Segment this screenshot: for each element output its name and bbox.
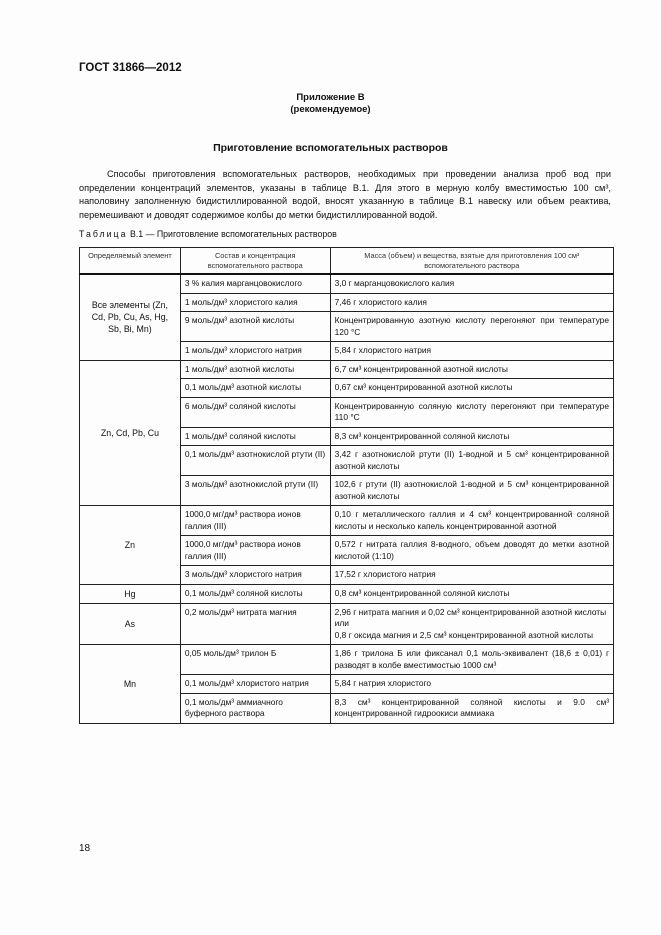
solution-cell: 0,1 моль/дм³ хлористого натрия <box>180 675 330 694</box>
element-cell: Hg <box>80 584 181 603</box>
table-caption-prefix: Таблица <box>79 229 128 239</box>
preparation-cell: 17,52 г хлористого натрия <box>330 566 613 585</box>
solution-cell: 0,1 моль/дм³ азотной кислоты <box>180 379 330 398</box>
table-caption <box>79 229 337 239</box>
preparation-cell: Концентрированную азотную кислоту перегоняют при температуре 120 °C <box>330 312 613 342</box>
header-preparation: Масса (объем) и вещества, взятые для приготовления 100 см³ вспомогательного раствора <box>330 248 613 275</box>
solutions-table <box>79 247 614 724</box>
solution-cell: 0,1 моль/дм³ азотнокислой ртути (II) <box>180 446 330 476</box>
table-row <box>80 645 614 675</box>
preparation-cell: 2,96 г нитрата магния и 0,02 см³ концентрированной азотной кислоты или 0,8 г оксида магния и 2,5 см³ концентрированной азотной кислоты <box>330 603 613 645</box>
preparation-cell: 7,46 г хлористого калия <box>330 293 613 312</box>
section-title: Приготовление вспомогательных растворов <box>213 142 448 154</box>
solution-cell: 1000,0 мг/дм³ раствора ионов галлия (III) <box>180 536 330 566</box>
annex-title: Приложение В <box>296 92 365 103</box>
page-number: 18 <box>79 843 91 854</box>
preparation-cell: 102,6 г ртути (II) азотнокислой 1-водной и 5 см³ концентрированной азотной кислоты <box>330 476 613 506</box>
solution-cell: 3 моль/дм³ хлористого натрия <box>180 566 330 585</box>
preparation-cell: 0,572 г нитрата галлия 8-водного, объем доводят до метки азотной кислотой (1:10) <box>330 536 613 566</box>
header-solution: Состав и концентрация вспомогательного раствора <box>180 248 330 275</box>
table-row <box>80 274 614 293</box>
annex-subtitle: (рекомендуемое) <box>290 104 371 115</box>
table-body <box>80 274 614 723</box>
solution-cell: 0,2 моль/дм³ нитрата магния <box>180 603 330 645</box>
preparation-cell: 0,67 см³ концентрированной азотной кислоты <box>330 379 613 398</box>
preparation-cell: 3,42 г азотнокислой ртути (II) 1-водной и 5 см³ концентрированной азотной кислоты <box>330 446 613 476</box>
solution-cell: 1 моль/дм³ хлористого калия <box>180 293 330 312</box>
solution-cell: 9 моль/дм³ азотной кислоты <box>180 312 330 342</box>
solution-cell: 3 % калия марганцовокислого <box>180 274 330 293</box>
solution-cell: 1 моль/дм³ соляной кислоты <box>180 427 330 446</box>
preparation-cell: 8,3 см³ концентрированной соляной кислоты и 9.0 см³ концентрированной гидроокиси аммиака <box>330 693 613 723</box>
preparation-cell: 0,8 см³ концентрированной соляной кислоты <box>330 584 613 603</box>
preparation-cell: 5,84 г хлористого натрия <box>330 342 613 361</box>
element-cell: Zn <box>80 506 181 585</box>
preparation-cell: 8,3 см³ концентрированной соляной кислоты <box>330 427 613 446</box>
element-cell: Zn, Cd, Pb, Cu <box>80 360 181 506</box>
solution-cell: 1 моль/дм³ хлористого натрия <box>180 342 330 361</box>
preparation-cell: 1,86 г трилона Б или фиксанал 0,1 моль-эквивалент (18,6 ± 0,01) г разводят в колбе вместимостью 1000 см³ <box>330 645 613 675</box>
intro-paragraph: Способы приготовления вспомогательных растворов, необходимых при проведении анализа проб вод при определении концентраций элементов, указаны в таблице В.1. Для этого в мерную колбу вместимостью 100 см³, наполовину заполненную бидистиллированной водой, вносят указанную в таблице В.1 навеску или объем реактива, перемешивают и доводят содержимое колбы до метки бидистиллированной водой. <box>79 169 611 220</box>
solution-cell: 1000,0 мг/дм³ раствора ионов галлия (III) <box>180 506 330 536</box>
table-row <box>80 603 614 645</box>
preparation-cell: Концентрированную соляную кислоту перегоняют при температуре 110 °C <box>330 397 613 427</box>
element-cell: Mn <box>80 645 181 724</box>
header-element: Определяемый элемент <box>80 248 181 275</box>
table-caption-text: В.1 — Приготовление вспомогательных растворов <box>127 229 337 239</box>
document-header: ГОСТ 31866—2012 <box>79 62 182 74</box>
preparation-cell: 6,7 см³ концентрированной азотной кислоты <box>330 360 613 379</box>
solution-cell: 6 моль/дм³ соляной кислоты <box>180 397 330 427</box>
solution-cell: 0,05 моль/дм³ трилон Б <box>180 645 330 675</box>
preparation-cell: 5,84 г натрия хлористого <box>330 675 613 694</box>
table-row <box>80 360 614 379</box>
preparation-cell: 0,10 г металлического галлия и 4 см³ концентрированной соляной кислоты и несколько капель концентрированной азотной <box>330 506 613 536</box>
table-row <box>80 584 614 603</box>
solution-cell: 0,1 моль/дм³ аммиачного буферного раствора <box>180 693 330 723</box>
table-header-row <box>80 248 614 275</box>
table-row <box>80 506 614 536</box>
solution-cell: 3 моль/дм³ азотнокислой ртути (II) <box>180 476 330 506</box>
solution-cell: 0,1 моль/дм³ соляной кислоты <box>180 584 330 603</box>
preparation-cell: 3,0 г марганцовокислого калия <box>330 274 613 293</box>
element-cell: As <box>80 603 181 645</box>
element-cell: Все элементы (Zn, Cd, Pb, Cu, As, Hg, Sb, Bi, Mn) <box>80 274 181 360</box>
solution-cell: 1 моль/дм³ азотной кислоты <box>180 360 330 379</box>
